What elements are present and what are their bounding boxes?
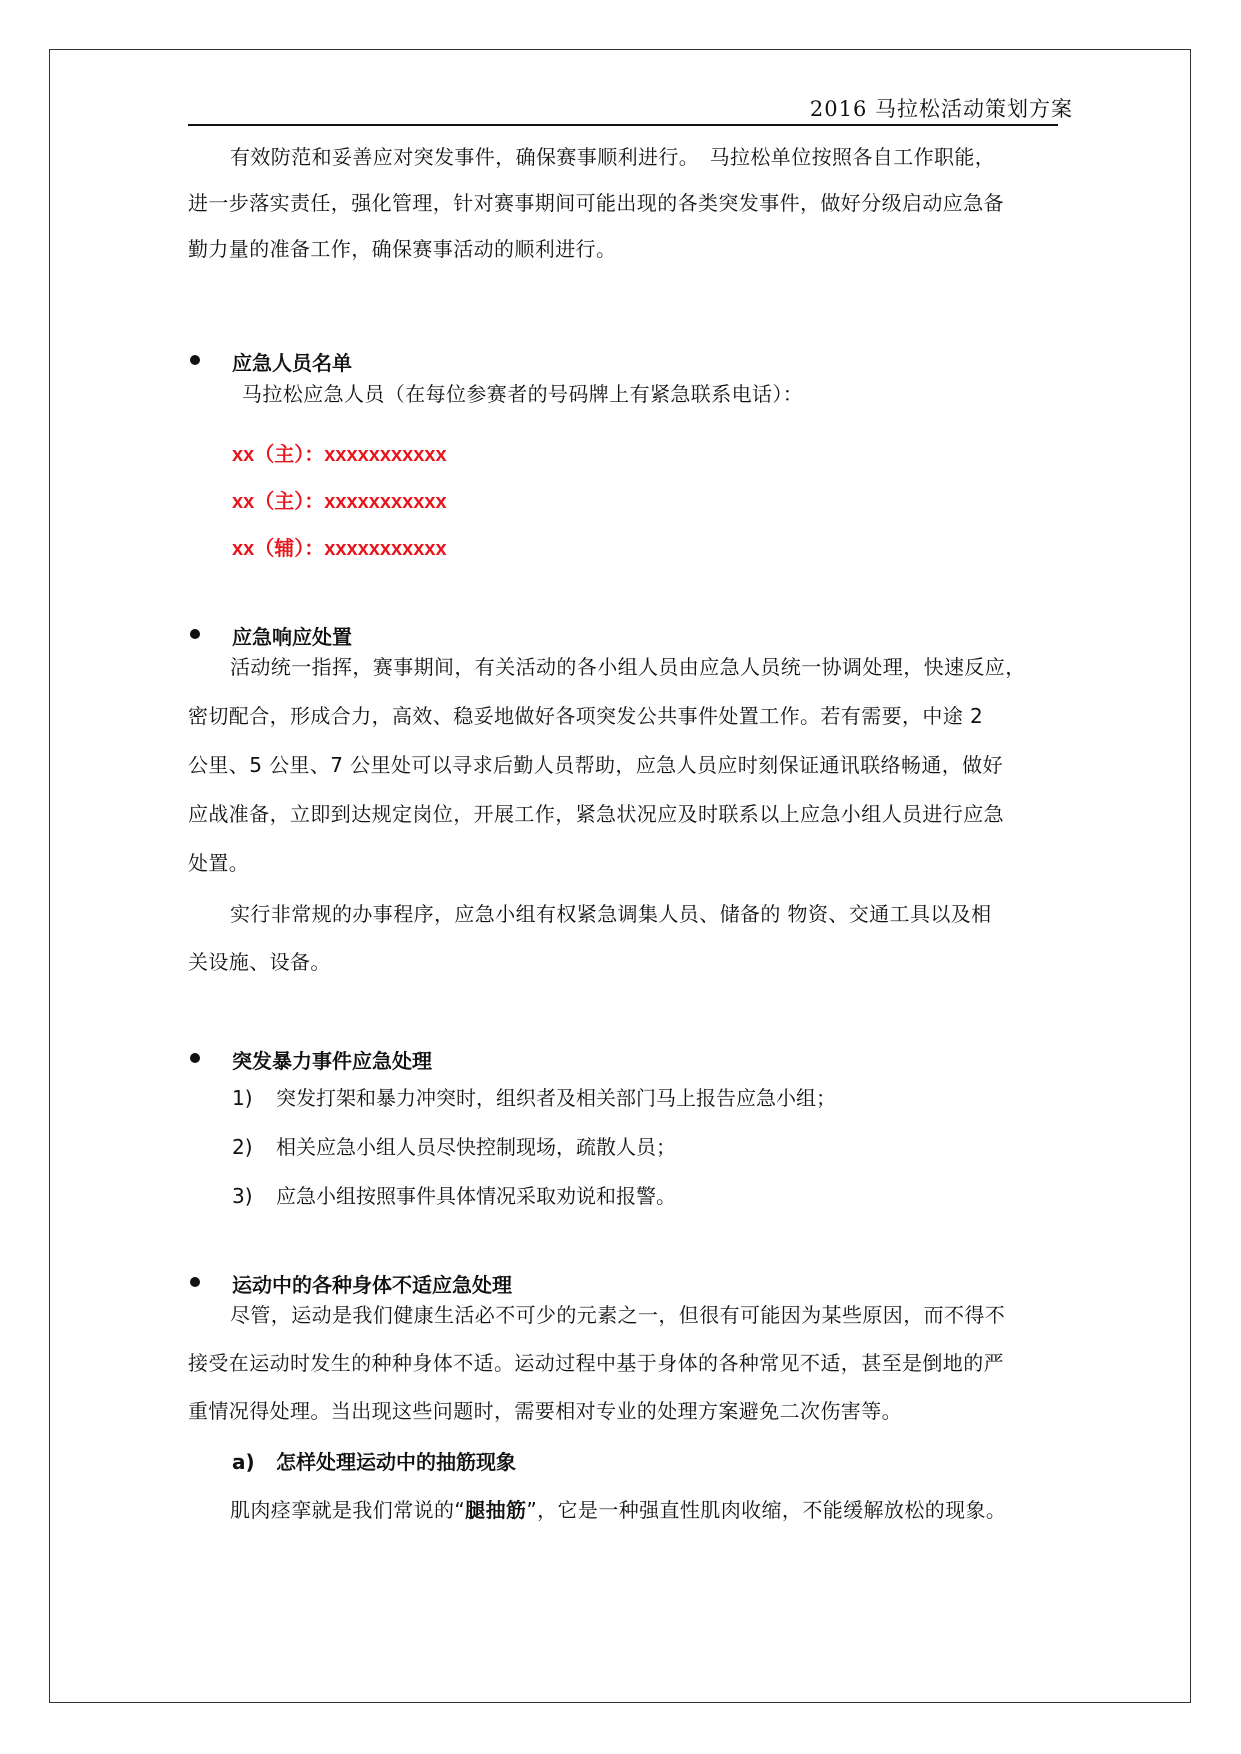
- violence-item-2: 2) 相关应急小组人员尽快控制现场，疏散人员；: [232, 1135, 676, 1159]
- discomfort-line-2: 接受在运动时发生的种种身体不适。运动过程中基于身体的各种常见不适，甚至是倒地的严: [188, 1351, 1004, 1375]
- contact-line-1: xx（主）：xxxxxxxxxxx: [232, 444, 447, 466]
- bullet-icon: [190, 355, 200, 365]
- response-para1-line-4: 应战准备，立即到达规定岗位，开展工作，紧急状况应及时联系以上应急小组人员进行应急: [188, 802, 1004, 826]
- cramp-term: 腿抽筋: [465, 1498, 527, 1522]
- discomfort-line-3: 重情况得处理。当出现这些问题时，需要相对专业的处理方案避免二次伤害等。: [188, 1399, 902, 1423]
- response-para2-line-1: 实行非常规的办事程序，应急小组有权紧急调集人员、储备的 物资、交通工具以及相: [230, 902, 992, 926]
- bullet-icon: [190, 1277, 200, 1287]
- contact-line-3: xx（辅）：xxxxxxxxxxx: [232, 538, 447, 560]
- discomfort-line-1: 尽管，运动是我们健康生活必不可少的元素之一，但很有可能因为某些原因，而不得不: [230, 1303, 1006, 1327]
- intro-line-1: 有效防范和妥善应对突发事件，确保赛事顺利进行。 马拉松单位按照各自工作职能，: [230, 145, 996, 169]
- violence-item-1: 1) 突发打架和暴力冲突时，组织者及相关部门马上报告应急小组；: [232, 1086, 836, 1110]
- header-rule: [188, 124, 1058, 126]
- violence-item-3: 3) 应急小组按照事件具体情况采取劝说和报警。: [232, 1184, 676, 1208]
- response-para1-line-2: 密切配合，形成合力，高效、稳妥地做好各项突发公共事件处置工作。若有需要，中途 2: [188, 704, 984, 728]
- response-para1-line-5: 处置。: [188, 851, 250, 875]
- bullet-icon: [190, 629, 200, 639]
- intro-line-2: 进一步落实责任，强化管理，针对赛事期间可能出现的各类突发事件，做好分级启动应急备: [188, 191, 1004, 215]
- document-header-title: 2016 马拉松活动策划方案: [809, 97, 1073, 121]
- bullet-icon: [190, 1053, 200, 1063]
- contact-line-2: xx（主）：xxxxxxxxxxx: [232, 491, 447, 513]
- subheading-cramp: a) 怎样处理运动中的抽筋现象: [232, 1450, 516, 1474]
- response-para1-line-1: 活动统一指挥，赛事期间，有关活动的各小组人员由应急人员统一协调处理，快速反应，: [230, 655, 1026, 679]
- intro-line-3: 勤力量的准备工作，确保赛事活动的顺利进行。: [188, 237, 617, 261]
- emergency-staff-subtitle: 马拉松应急人员（在每位参赛者的号码牌上有紧急联系电话）：: [242, 382, 804, 406]
- response-para1-line-3: 公里、5 公里、7 公里处可以寻求后勤人员帮助，应急人员应时刻保证通讯联络畅通，做好: [188, 753, 1003, 777]
- cramp-line: 肌肉痉挛就是我们常说的“腿抽筋”，它是一种强直性肌肉收缩，不能缓解放松的现象。: [230, 1498, 1007, 1522]
- response-para2-line-2: 关设施、设备。: [188, 950, 331, 974]
